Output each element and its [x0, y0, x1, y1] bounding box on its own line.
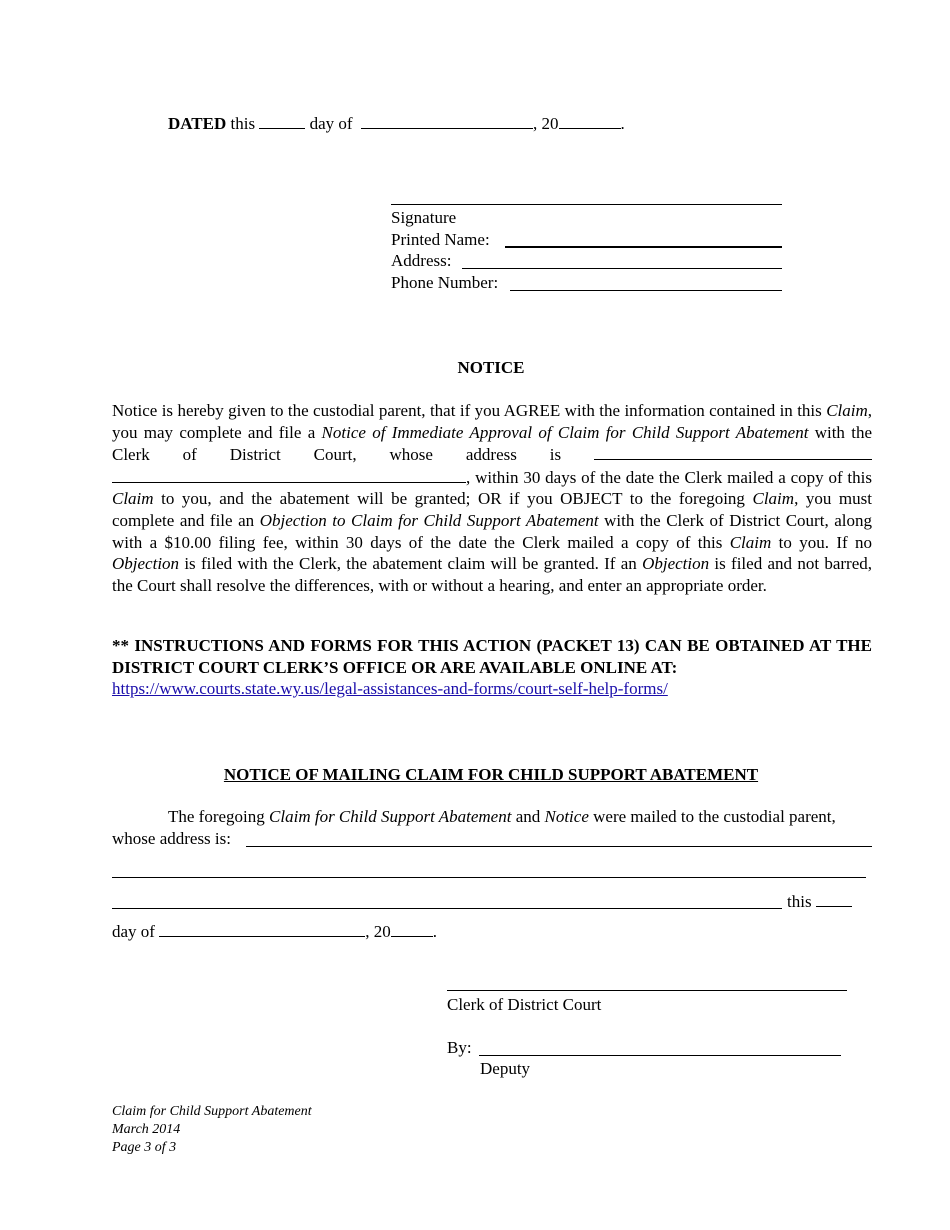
- printed-name-label: Printed Name:: [391, 230, 490, 249]
- forms-link[interactable]: https://www.courts.state.wy.us/legal-assistances-and-forms/court-self-help-forms/: [112, 679, 668, 698]
- mailing-this: this: [787, 892, 812, 911]
- notice-claim-2: Claim: [112, 489, 154, 509]
- notice-objection-2: Objection: [642, 554, 710, 574]
- mailing-claim-title: Claim for Child Support Abatement: [269, 807, 512, 826]
- address-blank[interactable]: [462, 268, 782, 269]
- mailing-notice-word: Notice: [544, 807, 589, 826]
- dated-comma-20: , 20: [533, 114, 559, 133]
- dated-label: DATED: [168, 114, 227, 133]
- notice-claim-4: Claim: [729, 532, 772, 552]
- dated-day-blank[interactable]: [259, 112, 305, 129]
- mailing-period: .: [432, 922, 437, 941]
- clerk-address-blank-2[interactable]: [112, 466, 466, 483]
- notice-text-a: Notice is hereby given to the custodial parent, that if you AGREE with the information contained in this: [112, 401, 827, 420]
- dated-year-blank[interactable]: [559, 112, 621, 129]
- mailing-address-blank-3[interactable]: [112, 908, 782, 909]
- mailing-text-a: The foregoing: [168, 807, 270, 826]
- clerk-signature-line[interactable]: [447, 990, 847, 991]
- mailing-line-2: [112, 828, 231, 850]
- mailing-day-of: day of: [112, 922, 155, 941]
- phone-label: Phone Number:: [391, 273, 499, 292]
- by-label: By:: [447, 1038, 472, 1057]
- mailing-text-c: were mailed to the custodial parent,: [588, 807, 836, 826]
- instructions-text: ** INSTRUCTIONS AND FORMS FOR THIS ACTION (PACKET 13) CAN BE OBTAINED AT THE DISTRICT COURT CLERK’S OFFICE OR ARE AVAILABLE ONLINE AT:: [112, 636, 872, 677]
- phone-row: [391, 272, 498, 294]
- notice-text-f: , you must complete and file an: [112, 489, 872, 530]
- notice-text-h: to you. If no: [771, 532, 872, 552]
- notice-claim-3: Claim: [752, 489, 795, 509]
- notice-heading: NOTICE: [457, 358, 525, 377]
- mailing-address-blank-2[interactable]: [112, 877, 866, 878]
- dated-period: .: [620, 114, 625, 133]
- notice-claim-1: Claim: [826, 401, 868, 420]
- address-label: Address:: [391, 251, 452, 270]
- deputy-signature-line[interactable]: [479, 1055, 841, 1056]
- clerk-label: Clerk of District Court: [447, 995, 602, 1014]
- notice-text-j: is filed and not barred, the Court shall resolve the differences, with or without a hearing, and enter an appropriate order.: [112, 554, 872, 595]
- notice-text-g: with the Clerk of District Court, along with a $10.00 filing fee, within 30 days of the date the Clerk mailed a copy of this: [112, 510, 872, 552]
- footer-date: March 2014: [112, 1122, 181, 1137]
- whose-address-label: whose address is:: [112, 829, 231, 848]
- deputy-label: Deputy: [480, 1059, 531, 1078]
- footer-page: Page 3 of 3: [112, 1140, 177, 1155]
- mailing-this-row: [787, 890, 852, 913]
- mailing-year-blank[interactable]: [391, 920, 433, 937]
- mailing-comma-20: , 20: [365, 922, 391, 941]
- notice-text-e: to you, and the abatement will be granted; OR if you OBJECT to the foregoing: [153, 489, 753, 509]
- notice-text-c: with the Clerk of District Court, whose address is: [112, 422, 872, 465]
- instructions-url[interactable]: [112, 678, 668, 700]
- clerk-address-blank-1[interactable]: [594, 443, 872, 460]
- mailing-day-blank[interactable]: [816, 890, 852, 907]
- mailing-heading: NOTICE OF MAILING CLAIM FOR CHILD SUPPORT ABATEMENT: [223, 765, 759, 784]
- objection-form-name: Objection to Claim for Child Support Abatement: [259, 510, 599, 530]
- mailing-text-b: and: [511, 807, 545, 826]
- mailing-address-blank-1[interactable]: [246, 846, 872, 847]
- phone-blank[interactable]: [510, 290, 782, 291]
- mailing-day-row: [112, 920, 437, 943]
- notice-objection-1: Objection: [112, 554, 180, 574]
- notice-form-name: Notice of Immediate Approval of Claim for Child Support Abatement: [321, 422, 809, 442]
- address-row: [391, 250, 451, 272]
- notice-text-b: , you may complete and file a: [112, 401, 872, 442]
- notice-text-i: is filed with the Clerk, the abatement claim will be granted. If an: [179, 554, 643, 574]
- signature-label: Signature: [391, 208, 457, 227]
- printed-name-row: [391, 229, 490, 251]
- by-row: [447, 1037, 472, 1059]
- mailing-line-1: [168, 806, 872, 828]
- dated-day-of: day of: [309, 114, 353, 133]
- mailing-month-blank[interactable]: [159, 920, 365, 937]
- printed-name-blank[interactable]: [505, 246, 782, 248]
- dated-this: this: [230, 114, 256, 133]
- notice-text-d: , within 30 days of the date the Clerk mailed a copy of this: [466, 467, 872, 487]
- footer-title: Claim for Child Support Abatement: [112, 1104, 312, 1119]
- dated-month-blank[interactable]: [361, 112, 533, 129]
- notice-paragraph: [112, 400, 872, 596]
- dated-line: [168, 112, 625, 135]
- signature-line[interactable]: [391, 204, 782, 205]
